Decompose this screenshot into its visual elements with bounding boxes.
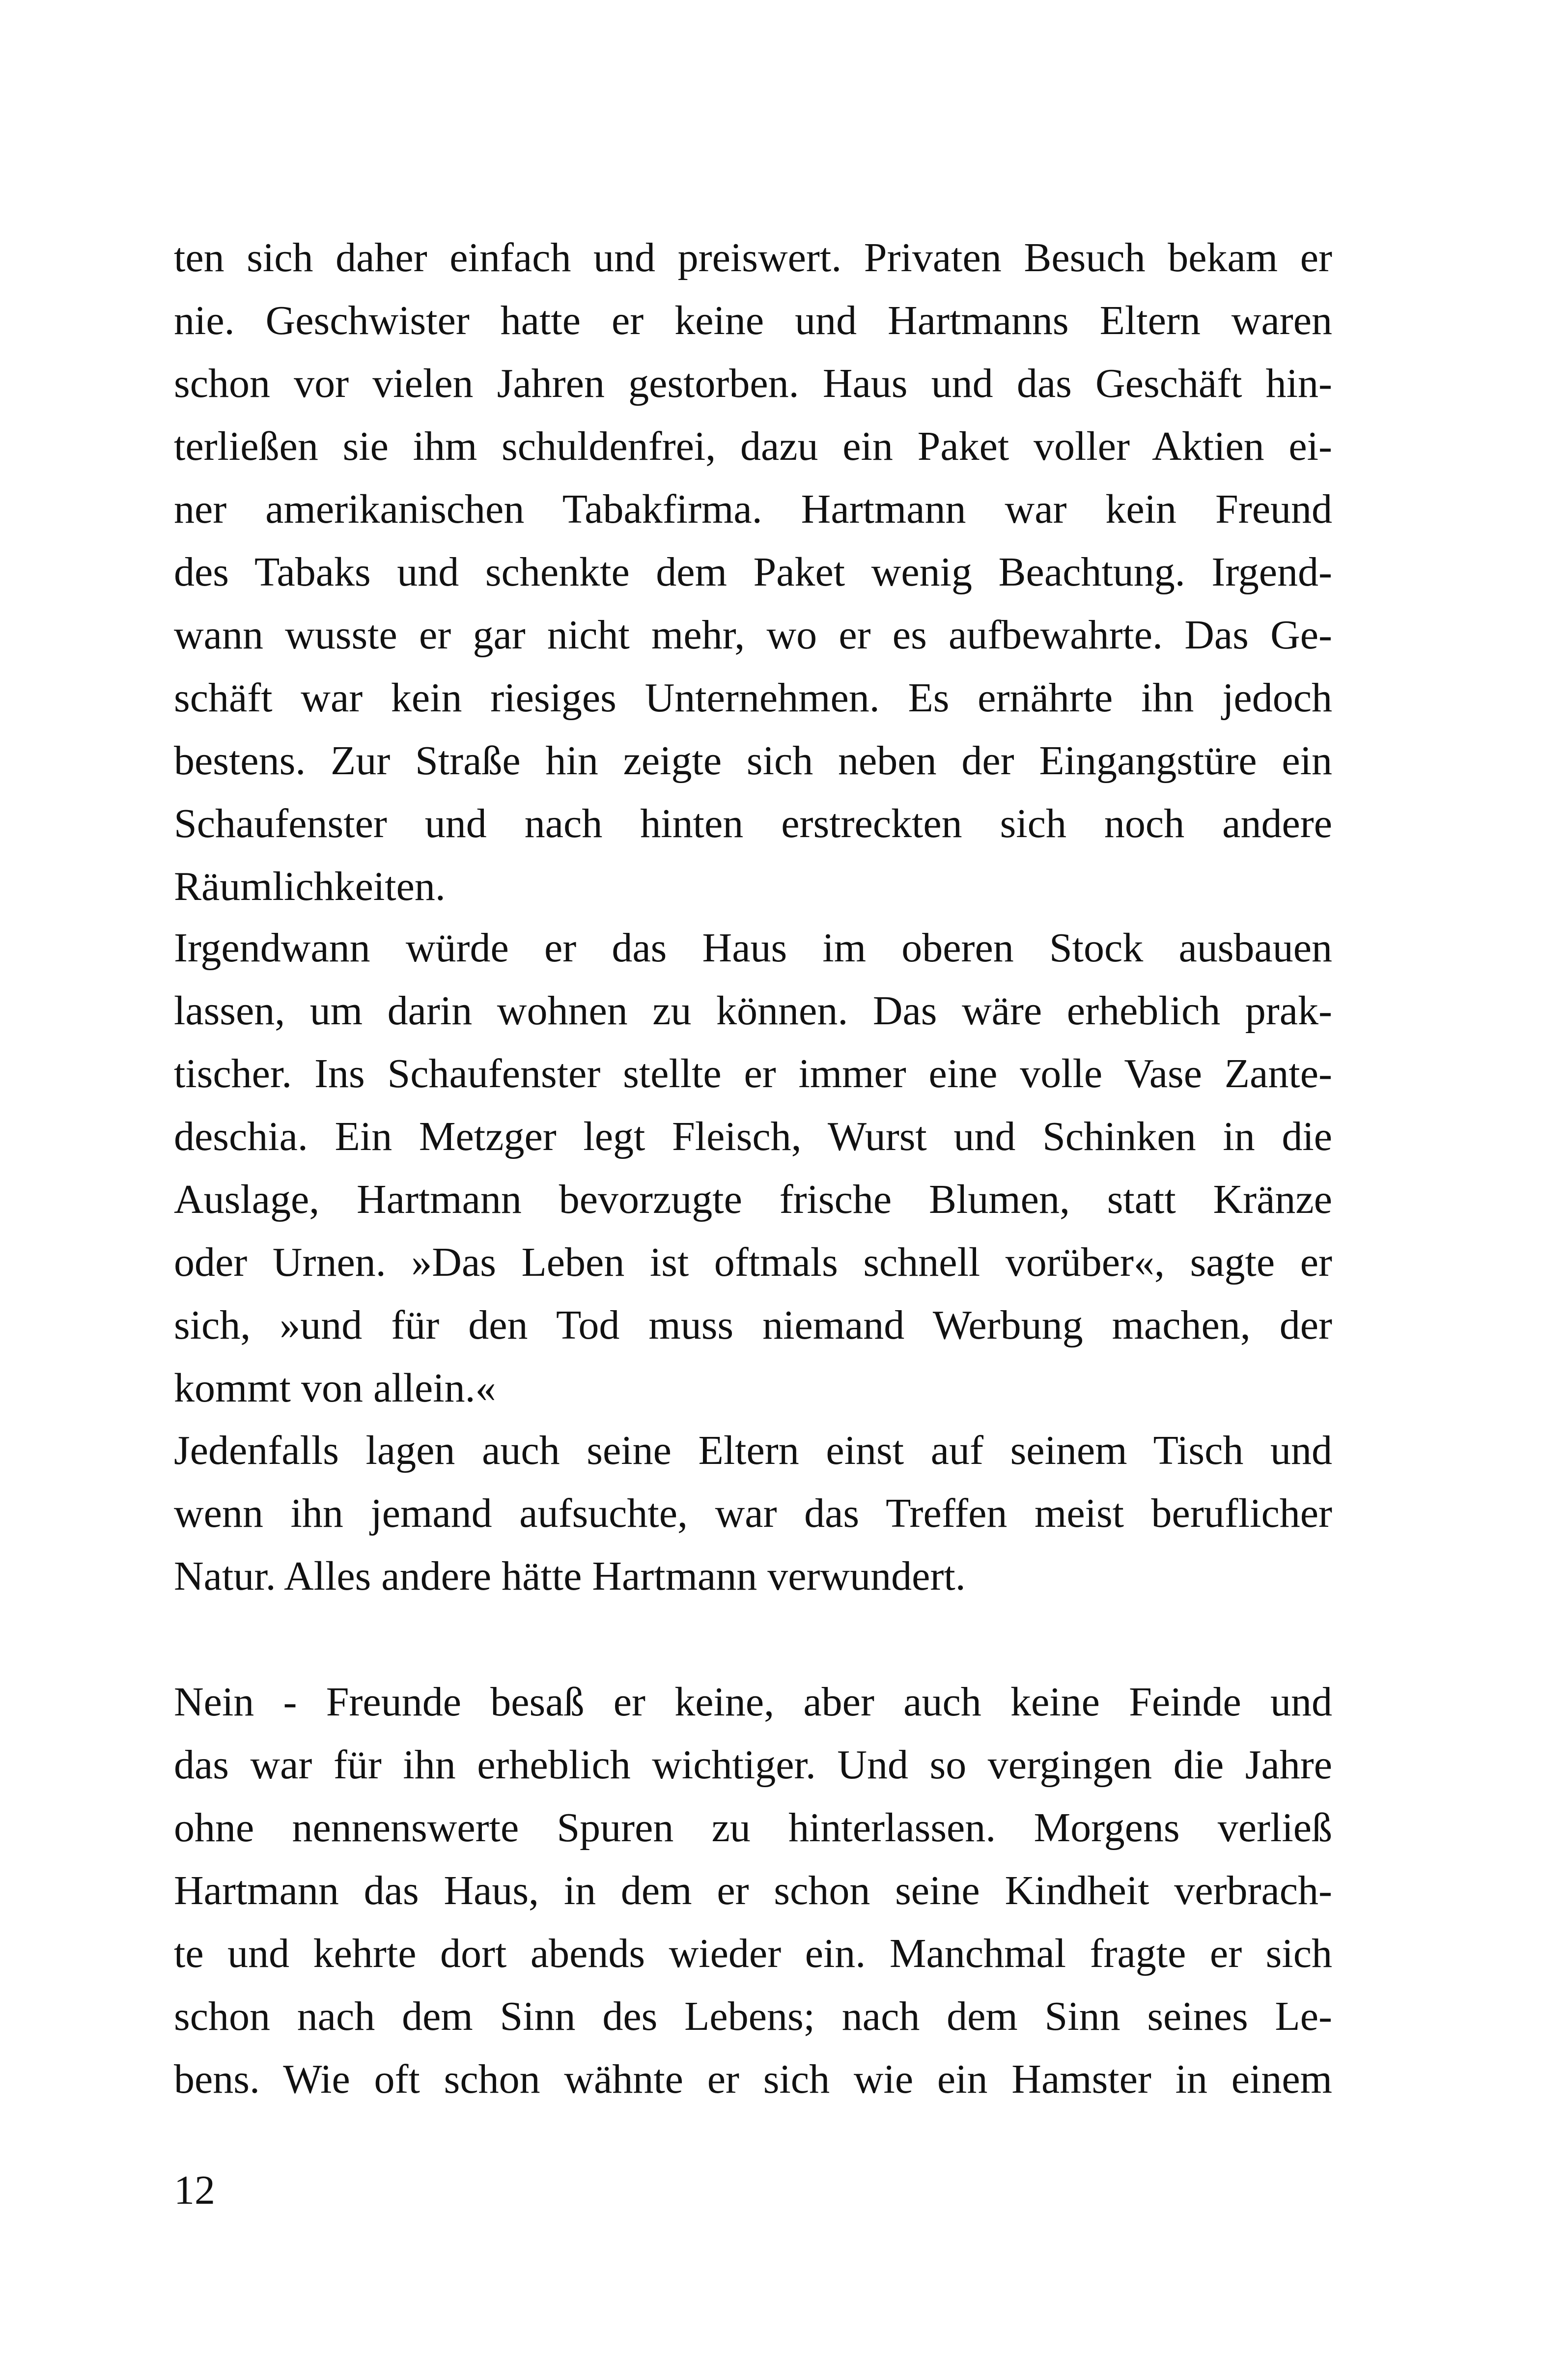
text-line: Hartmann das Haus, in dem er schon seine Kindheit verbrach- bbox=[174, 1868, 1332, 1913]
text-line: des Tabaks und schenkte dem Paket wenig Beachtung. Irgend- bbox=[174, 549, 1332, 595]
text-line: Irgendwann würde er das Haus im oberen Stock ausbauen bbox=[174, 925, 1332, 971]
text-line: bens. Wie oft schon wähnte er sich wie ein Hamster in einem bbox=[174, 2056, 1332, 2102]
page-number: 12 bbox=[174, 2167, 215, 2213]
text-line: terließen sie ihm schuldenfrei, dazu ein Paket voller Aktien ei- bbox=[174, 423, 1332, 469]
text-line: schäft war kein riesiges Unternehmen. Es ernährte ihn jedoch bbox=[174, 675, 1332, 721]
text-line: Nein - Freunde besaß er keine, aber auch keine Feinde und bbox=[174, 1679, 1332, 1725]
text-line: Räumlichkeiten. bbox=[174, 864, 446, 909]
text-line: ner amerikanischen Tabakfirma. Hartmann war kein Freund bbox=[174, 486, 1332, 532]
paragraph bbox=[174, 1419, 1332, 1608]
paragraph bbox=[174, 226, 1332, 918]
text-line: Natur. Alles andere hätte Hartmann verwundert. bbox=[174, 1553, 966, 1599]
paragraph bbox=[174, 1671, 1332, 2111]
paragraph bbox=[174, 917, 1332, 1420]
text-line: schon nach dem Sinn des Lebens; nach dem Sinn seines Le- bbox=[174, 1993, 1332, 2039]
text-line: tischer. Ins Schaufenster stellte er immer eine volle Vase Zante- bbox=[174, 1051, 1332, 1096]
text-line: ten sich daher einfach und preiswert. Privaten Besuch bekam er bbox=[174, 235, 1332, 281]
text-line: das war für ihn erheblich wichtiger. Und so vergingen die Jahre bbox=[174, 1742, 1332, 1788]
text-line: lassen, um darin wohnen zu können. Das wäre erheblich prak- bbox=[174, 988, 1332, 1034]
text-line: schon vor vielen Jahren gestorben. Haus und das Geschäft hin- bbox=[174, 361, 1332, 406]
text-line: wann wusste er gar nicht mehr, wo er es aufbewahrte. Das Ge- bbox=[174, 612, 1332, 658]
text-line: oder Urnen. »Das Leben ist oftmals schnell vorüber«, sagte er bbox=[174, 1239, 1332, 1285]
text-line: ohne nennenswerte Spuren zu hinterlassen. Morgens verließ bbox=[174, 1805, 1332, 1851]
text-line: Jedenfalls lagen auch seine Eltern einst auf seinem Tisch und bbox=[174, 1428, 1332, 1473]
text-line: deschia. Ein Metzger legt Fleisch, Wurst und Schinken in die bbox=[174, 1114, 1332, 1159]
text-line: nie. Geschwister hatte er keine und Hartmanns Eltern waren bbox=[174, 298, 1332, 343]
text-line: bestens. Zur Straße hin zeigte sich neben der Eingangstüre ein bbox=[174, 738, 1332, 784]
text-line: te und kehrte dort abends wieder ein. Manchmal fragte er sich bbox=[174, 1931, 1332, 1976]
text-line: Auslage, Hartmann bevorzugte frische Blumen, statt Kränze bbox=[174, 1177, 1332, 1222]
text-line: wenn ihn jemand aufsuchte, war das Treffen meist beruflicher bbox=[174, 1490, 1332, 1536]
text-line: kommt von allein.« bbox=[174, 1365, 496, 1411]
text-line: sich, »und für den Tod muss niemand Werbung machen, der bbox=[174, 1302, 1332, 1348]
text-line: Schaufenster und nach hinten erstreckten sich noch andere bbox=[174, 801, 1332, 846]
